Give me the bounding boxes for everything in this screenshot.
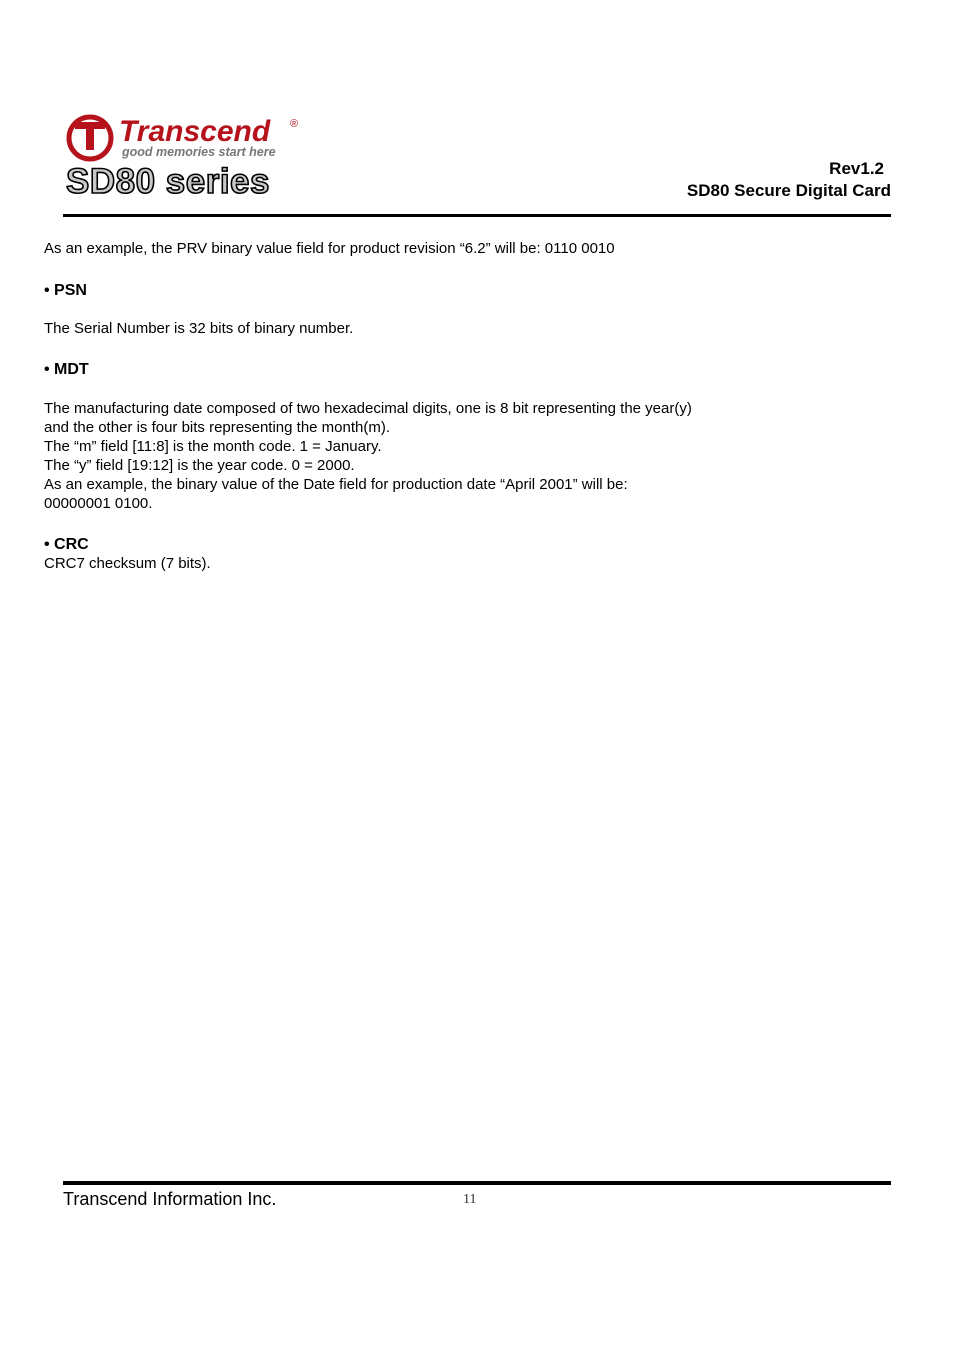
transcend-logo-graphic	[66, 112, 306, 162]
mdt-line: and the other is four bits representing the month(m).	[44, 419, 391, 436]
document-header-info	[687, 158, 891, 202]
document-title: SD80 Secure Digital Card	[686, 181, 891, 200]
mdt-line: The “m” field [11:8] is the month code. 1 = January.	[44, 438, 382, 455]
footer-divider	[63, 1181, 891, 1185]
header-divider	[63, 214, 891, 217]
psn-heading: • PSN	[44, 282, 87, 299]
mdt-line: The manufacturing date composed of two hexadecimal digits, one is 8 bit representing the year(y)	[44, 400, 692, 417]
crc-heading: • CRC	[44, 536, 89, 553]
crc-text: CRC7 checksum (7 bits).	[44, 555, 211, 572]
mdt-line: 00000001 0100.	[44, 495, 153, 512]
transcend-logo	[66, 112, 306, 162]
revision-label: Rev1.2	[829, 159, 884, 178]
document-body	[44, 239, 904, 573]
logo-tagline: good memories start here	[122, 145, 276, 159]
mdt-heading: • MDT	[44, 361, 89, 378]
footer-company: Transcend Information Inc.	[63, 1189, 277, 1209]
page-number: 11	[463, 1192, 477, 1207]
series-title: SD80 series	[66, 162, 270, 201]
mdt-line: As an example, the binary value of the Date field for production date “April 2001” will be:	[44, 476, 628, 493]
prv-example-text: As an example, the PRV binary value field for product revision “6.2” will be: 0110 0010	[44, 240, 615, 257]
logo-brand: Transcend	[119, 115, 271, 148]
psn-text: The Serial Number is 32 bits of binary number.	[44, 320, 354, 337]
logo-registered-mark: ®	[290, 118, 299, 130]
mdt-line: The “y” field [19:12] is the year code. 0 = 2000.	[44, 457, 355, 474]
